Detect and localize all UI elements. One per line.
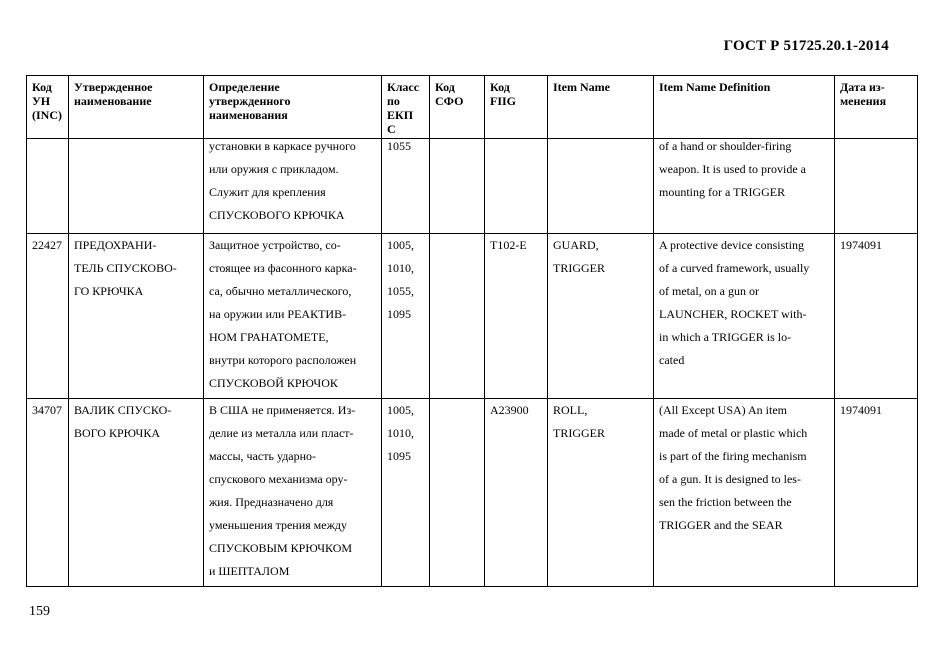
cell-text-line: на оружии или РЕАКТИВ- <box>209 307 347 321</box>
col-header-sfo <box>430 76 485 139</box>
cell-text-line: of a curved framework, usually <box>659 261 810 275</box>
approved-name-cell <box>69 234 204 399</box>
cell-text-line: 1010, <box>387 261 414 275</box>
header-text-line: утвержденного <box>209 94 291 108</box>
cell-text-line: of a gun. It is designed to les- <box>659 472 801 486</box>
cell-text-line: са, обычно металлического, <box>209 284 352 298</box>
cell-text-line: СПУСКОВЫМ КРЮЧКОМ <box>209 541 353 555</box>
cell-text-line: weapon. It is used to provide a <box>659 162 806 176</box>
cell-text-line: 1974091 <box>840 238 882 252</box>
cell-text-line: 1055 <box>387 139 411 153</box>
header-text-line: Код <box>32 80 52 94</box>
cell-text-line: 1095 <box>387 307 411 321</box>
cell-text-line: НОМ ГРАНАТОМЕТЕ, <box>209 330 329 344</box>
cell-text-line: установки в каркасе ручного <box>209 139 356 153</box>
item-definition-cell <box>654 139 835 234</box>
header-text-line: наименования <box>209 108 288 122</box>
col-header-item-name <box>548 76 654 139</box>
cell-text-line: cated <box>659 353 685 367</box>
cell-text-line: of metal, on a gun or <box>659 284 759 298</box>
cell-text-line: ТЕЛЬ СПУСКОВО- <box>74 261 177 275</box>
sfo-cell <box>430 139 485 234</box>
cell-text-line: СПУСКОВОЙ КРЮЧОК <box>209 376 338 390</box>
cell-text-line: уменьшения трения между <box>209 518 347 532</box>
item-name-cell <box>548 234 654 399</box>
col-header-inc <box>27 76 69 139</box>
header-text-line: менения <box>840 94 887 108</box>
cell-text-line: ROLL, <box>553 403 588 417</box>
cell-text-line: ВОГО КРЮЧКА <box>74 426 160 440</box>
header-text-line: Item Name Definition <box>659 80 771 94</box>
cell-text-line: (All Except USA) An item <box>659 403 787 417</box>
cell-text-line: или оружия с прикладом. <box>209 162 339 176</box>
cell-text-line: TRIGGER <box>553 261 605 275</box>
definition-cell <box>204 399 382 587</box>
item-name-cell <box>548 399 654 587</box>
definition-cell <box>204 139 382 234</box>
cell-text-line: В США не применяется. Из- <box>209 403 356 417</box>
class-cell <box>382 139 430 234</box>
cell-text-line: in which a TRIGGER is lo- <box>659 330 792 344</box>
cell-text-line: 1055, <box>387 284 414 298</box>
inc-cell <box>27 399 69 587</box>
cell-text-line: 1005, <box>387 403 414 417</box>
col-header-class <box>382 76 430 139</box>
cell-text-line: LAUNCHER, ROCKET with- <box>659 307 807 321</box>
class-cell <box>382 399 430 587</box>
header-text-line: С <box>387 122 396 136</box>
col-header-fiig <box>485 76 548 139</box>
cell-text-line: спускового механизма ору- <box>209 472 348 486</box>
inc-cell <box>27 234 69 399</box>
cell-text-line: mounting for a TRIGGER <box>659 185 786 199</box>
fiig-cell <box>485 139 548 234</box>
cell-text-line: ВАЛИК СПУСКО- <box>74 403 172 417</box>
cell-text-line: made of metal or plastic which <box>659 426 808 440</box>
cell-text-line: 22427 <box>32 238 62 252</box>
cell-text-line: СПУСКОВОГО КРЮЧКА <box>209 208 345 222</box>
cell-text-line: TRIGGER and the SEAR <box>659 518 783 532</box>
cell-text-line: 1010, <box>387 426 414 440</box>
item-definition-cell <box>654 399 835 587</box>
table-row <box>27 139 918 234</box>
col-header-change-date <box>835 76 918 139</box>
definition-cell <box>204 234 382 399</box>
cell-text-line: of a hand or shoulder-firing <box>659 139 792 153</box>
table-row <box>27 234 918 399</box>
cell-text-line: A protective device consisting <box>659 238 804 252</box>
header-text-line: Определение <box>209 80 280 94</box>
sfo-cell <box>430 399 485 587</box>
cell-text-line: ПРЕДОХРАНИ- <box>74 238 157 252</box>
item-definition-cell <box>654 234 835 399</box>
col-header-approved-name <box>69 76 204 139</box>
inc-cell <box>27 139 69 234</box>
cell-text-line: и ШЕПТАЛОМ <box>209 564 290 578</box>
table-row <box>27 399 918 587</box>
cell-text-line: 1095 <box>387 449 411 463</box>
class-cell <box>382 234 430 399</box>
col-header-item-definition <box>654 76 835 139</box>
approved-name-cell <box>69 139 204 234</box>
cell-text-line: массы, часть ударно- <box>209 449 317 463</box>
item-name-cell <box>548 139 654 234</box>
cell-text-line: sen the friction between the <box>659 495 792 509</box>
cell-text-line: is part of the firing mechanism <box>659 449 807 463</box>
header-text-line: Код <box>435 80 455 94</box>
cell-text-line: TRIGGER <box>553 426 605 440</box>
cell-text-line: ГО КРЮЧКА <box>74 284 144 298</box>
header-text-line: Код <box>490 80 510 94</box>
fiig-cell <box>485 234 548 399</box>
header-text-line: FIIG <box>490 94 517 108</box>
cell-text-line: жия. Предназначено для <box>209 495 334 509</box>
change-date-cell <box>835 234 918 399</box>
header-text-line: (INC) <box>32 108 62 122</box>
item-definitions-table <box>26 75 918 587</box>
cell-text-line: внутри которого расположен <box>209 353 357 367</box>
fiig-cell <box>485 399 548 587</box>
cell-text-line: 1005, <box>387 238 414 252</box>
page-number: 159 <box>29 604 50 619</box>
cell-text-line: T102-E <box>490 238 527 252</box>
header-text-line: Класс <box>387 80 420 94</box>
change-date-cell <box>835 399 918 587</box>
cell-text-line: GUARD, <box>553 238 599 252</box>
cell-text-line: 34707 <box>32 403 62 417</box>
table-header-row <box>27 76 918 139</box>
cell-text-line: Служит для крепления <box>209 185 326 199</box>
header-text-line: УН <box>32 94 51 108</box>
header-text-line: наименование <box>74 94 152 108</box>
header-text-line: СФО <box>435 94 464 108</box>
header-text-line: по <box>387 94 400 108</box>
col-header-definition <box>204 76 382 139</box>
cell-text-line: делие из металла или пласт- <box>209 426 354 440</box>
change-date-cell <box>835 139 918 234</box>
cell-text-line: Защитное устройство, со- <box>209 238 341 252</box>
cell-text-line: стоящее из фасонного карка- <box>209 261 357 275</box>
cell-text-line: 1974091 <box>840 403 882 417</box>
header-text-line: Утвержденное <box>74 80 153 94</box>
cell-text-line: A23900 <box>490 403 529 417</box>
header-text-line: ЕКП <box>387 108 414 122</box>
approved-name-cell <box>69 399 204 587</box>
header-text-line: Дата из- <box>840 80 885 94</box>
sfo-cell <box>430 234 485 399</box>
header-text-line: Item Name <box>553 80 610 94</box>
table-body <box>27 139 918 587</box>
document-standard-number: ГОСТ Р 51725.20.1-2014 <box>723 38 889 54</box>
